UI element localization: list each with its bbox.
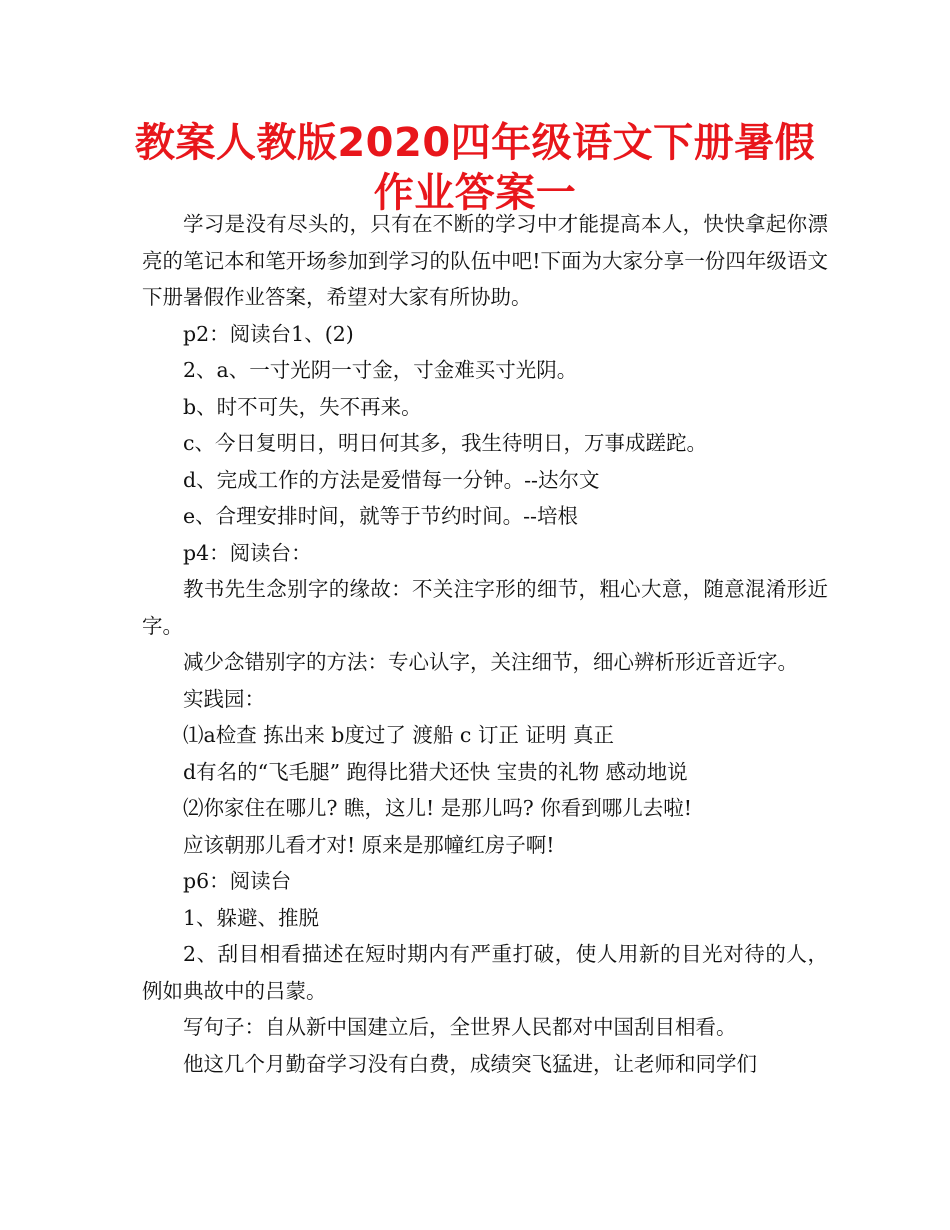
document-body: [142, 206, 828, 1082]
paragraph-write-sentence: 写句子：自从新中国建立后，全世界人民都对中国刮目相看。: [183, 1015, 737, 1039]
paragraph-answer-c: c、今日复明日，明日何其多，我生待明日，万事成蹉跎。: [183, 431, 707, 455]
paragraph-intro: 学习是没有尽头的，只有在不断的学习中才能提高本人，快快拿起你漂亮的笔记本和笔开场参加到学习的队伍中吧!下面为大家分享一份四年级语文下册暑假作业答案，希望对大家有所协助。: [142, 212, 828, 309]
paragraph-reduce-errors: 减少念错别字的方法：专心认字，关注细节，细心辨析形近音近字。: [183, 650, 798, 674]
paragraph-p6-heading: p6：阅读台: [183, 869, 292, 893]
paragraph-practice-heading: 实践园：: [183, 686, 265, 711]
paragraph-answer-e: e、合理安排时间，就等于节约时间。--培根: [183, 504, 578, 528]
paragraph-answer-b: b、时不可失，失不再来。: [183, 394, 422, 419]
paragraph-answer-2a: 2、a、一寸光阴一寸金，寸金难买寸光阴。: [183, 358, 578, 382]
paragraph-p2-heading: p2：阅读台1、(2): [183, 321, 354, 346]
paragraph-miswritten-reason: 教书先生念别字的缘故：不关注字形的细节，粗心大意，随意混淆形近字。: [142, 577, 828, 638]
paragraph-practice-1d: d有名的“飞毛腿” 跑得比猎犬还快 宝贵的礼物 感动地说: [183, 759, 688, 784]
paragraph-practice-2: ⑵你家住在哪儿? 瞧，这儿! 是那儿吗? 你看到哪儿去啦!: [183, 796, 693, 820]
paragraph-practice-2-cont: 应该朝那儿看才对! 原来是那幢红房子啊!: [183, 832, 555, 857]
paragraph-sentence-example: 他这几个月勤奋学习没有白费，成绩突飞猛进，让老师和同学们: [183, 1051, 757, 1076]
paragraph-p6-answer-2: 2、刮目相看描述在短时期内有严重打破，使人用新的目光对待的人，例如典故中的吕蒙。: [142, 942, 828, 1003]
paragraph-p4-heading: p4：阅读台：: [183, 540, 312, 565]
paragraph-practice-1: ⑴a检查 拣出来 b度过了 渡船 c 订正 证明 真正: [183, 723, 614, 747]
paragraph-answer-d: d、完成工作的方法是爱惜每一分钟。--达尔文: [183, 467, 600, 492]
document-title: 教案人教版2020四年级语文下册暑假作业答案一: [134, 120, 816, 216]
paragraph-p6-answer-1: 1、躲避、推脱: [183, 905, 320, 930]
